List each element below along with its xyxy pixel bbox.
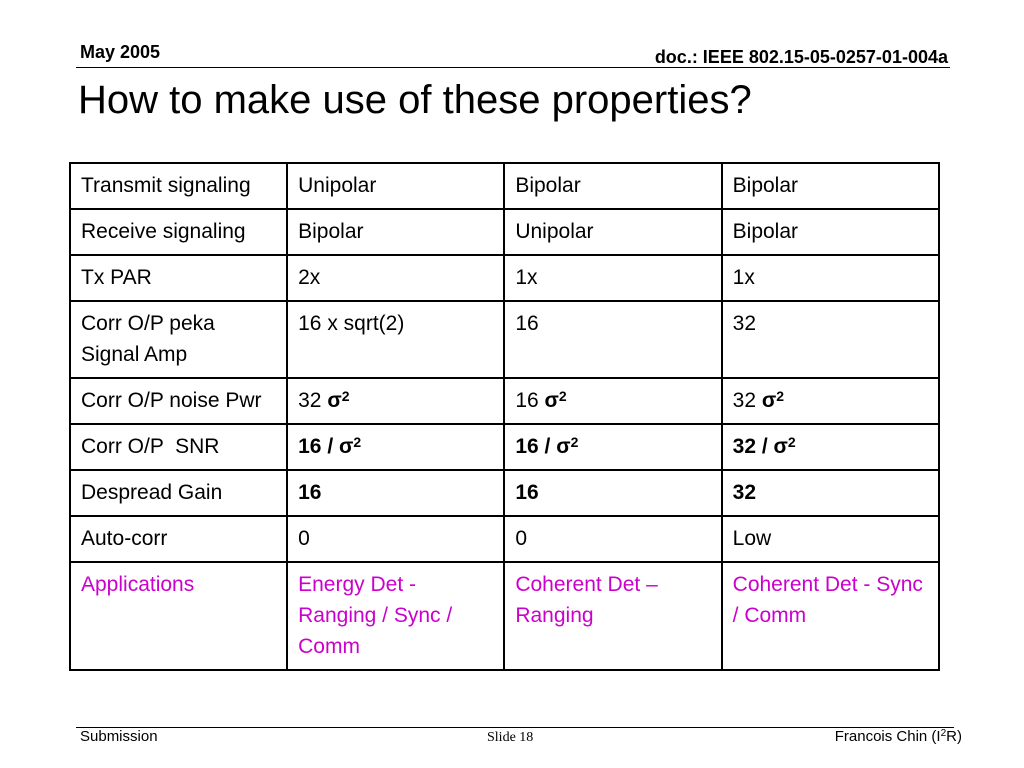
- footer-author-sup: 2: [940, 728, 947, 739]
- row-label: Corr O/P noise Pwr: [70, 378, 287, 424]
- table-cell: 16: [287, 470, 504, 516]
- row-label: Transmit signaling: [70, 163, 287, 209]
- row-label: Tx PAR: [70, 255, 287, 301]
- table-cell: Bipolar: [287, 209, 504, 255]
- table-row: [70, 470, 939, 516]
- table-cell: Bipolar: [722, 209, 939, 255]
- table-cell: Energy Det - Ranging / Sync / Comm: [287, 562, 504, 670]
- footer-author-prefix: Francois Chin (I: [834, 728, 941, 745]
- table-cell: 16: [504, 470, 721, 516]
- footer-submission: Submission: [80, 728, 158, 745]
- table-cell: 0: [504, 516, 721, 562]
- properties-table: [69, 162, 940, 671]
- table-row: [70, 378, 939, 424]
- exponent: 2: [570, 434, 579, 450]
- slide-title: How to make use of these properties?: [78, 78, 752, 122]
- header-date: May 2005: [80, 42, 161, 62]
- row-label: Applications: [70, 562, 287, 670]
- table-cell: Coherent Det - Sync / Comm: [722, 562, 939, 670]
- exponent: 2: [353, 434, 362, 450]
- cell-value: 16 / σ: [515, 435, 571, 458]
- table-row: [70, 424, 939, 470]
- row-label: Corr O/P SNR: [70, 424, 287, 470]
- header-doc-id: doc.: IEEE 802.15-05-0257-01-004a: [654, 47, 948, 67]
- table-row: [70, 516, 939, 562]
- table-cell: [504, 424, 721, 470]
- table-cell: [287, 378, 504, 424]
- table-cell: 32: [722, 470, 939, 516]
- table-cell: 16 x sqrt(2): [287, 301, 504, 378]
- header-divider: [76, 67, 950, 68]
- table-cell: Low: [722, 516, 939, 562]
- cell-value: 32: [298, 389, 322, 412]
- exponent: 2: [558, 388, 567, 404]
- table-cell: [287, 424, 504, 470]
- table-cell: Unipolar: [287, 163, 504, 209]
- footer-slide-number: Slide 18: [487, 730, 534, 745]
- table-row: [70, 301, 939, 378]
- cell-value: 32 / σ: [732, 435, 788, 458]
- sigma-symbol: σ: [327, 389, 342, 412]
- table-cell: Bipolar: [722, 163, 939, 209]
- footer-author-suffix: R): [946, 728, 962, 745]
- exponent: 2: [776, 388, 785, 404]
- table-cell: 1x: [504, 255, 721, 301]
- row-label: Despread Gain: [70, 470, 287, 516]
- table-cell: [504, 378, 721, 424]
- cell-value: 32: [732, 389, 757, 412]
- cell-value: 16 / σ: [298, 435, 354, 458]
- table-cell: [722, 378, 939, 424]
- table-cell: 32: [722, 301, 939, 378]
- table-cell: Unipolar: [504, 209, 721, 255]
- footer-divider: [76, 727, 954, 728]
- cell-value: 16: [515, 389, 539, 412]
- sigma-symbol: σ: [544, 389, 559, 412]
- table-cell: 0: [287, 516, 504, 562]
- table-cell: Bipolar: [504, 163, 721, 209]
- footer-author: [835, 728, 962, 745]
- table-row: [70, 163, 939, 209]
- row-label: Auto-corr: [70, 516, 287, 562]
- table-cell: [722, 424, 939, 470]
- row-label: Receive signaling: [70, 209, 287, 255]
- exponent: 2: [341, 388, 350, 404]
- table-cell: 2x: [287, 255, 504, 301]
- table-row-applications: [70, 562, 939, 670]
- table-row: [70, 209, 939, 255]
- table-cell: 1x: [722, 255, 939, 301]
- sigma-symbol: σ: [761, 389, 777, 412]
- row-label: Corr O/P peka Signal Amp: [70, 301, 287, 378]
- table-row: [70, 255, 939, 301]
- exponent: 2: [787, 434, 796, 450]
- table-cell: 16: [504, 301, 721, 378]
- table-cell: Coherent Det – Ranging: [504, 562, 721, 670]
